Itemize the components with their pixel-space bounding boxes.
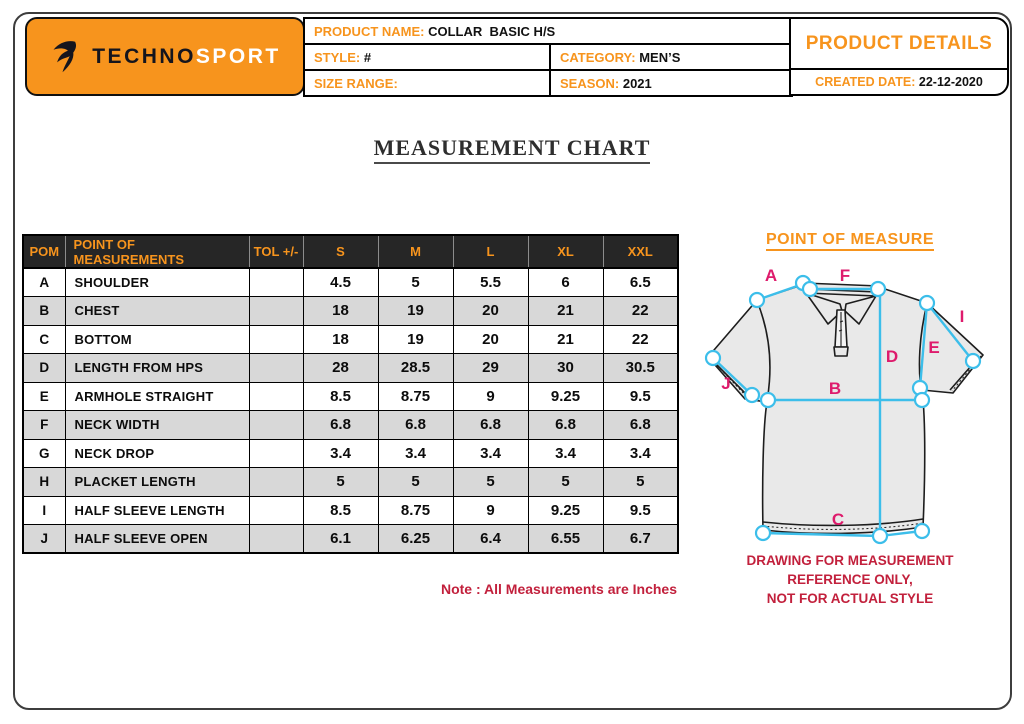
size-value-cell: 3.4	[453, 439, 528, 468]
brand-name	[92, 45, 281, 69]
size-value-cell: 6.8	[378, 411, 453, 440]
size-range-cell	[304, 70, 550, 96]
tolerance-cell	[249, 496, 303, 525]
size-value-cell: 9	[453, 382, 528, 411]
table-row	[23, 411, 678, 440]
point-of-measure-title	[700, 231, 1000, 249]
product-details-box	[789, 17, 1009, 96]
created-date-label: CREATED DATE:	[815, 75, 916, 89]
season-value: 2021	[619, 75, 652, 91]
table-header-row	[23, 235, 678, 268]
page-title	[0, 135, 1024, 161]
measurement-name-cell: LENGTH FROM HPS	[65, 354, 249, 383]
product-name-value: COLLAR BASIC H/S	[424, 23, 556, 39]
size-value-cell: 30.5	[603, 354, 678, 383]
season-cell	[550, 70, 792, 96]
measurement-name-cell: CHEST	[65, 297, 249, 326]
size-value-cell: 9.5	[603, 382, 678, 411]
created-date-value: 22-12-2020	[915, 75, 983, 89]
point-of-measure-title-text: POINT OF MEASURE	[766, 231, 934, 251]
size-value-cell: 8.75	[378, 382, 453, 411]
size-value-cell: 28.5	[378, 354, 453, 383]
table-row	[23, 297, 678, 326]
disclaimer-line-1: DRAWING FOR MEASUREMENT	[746, 553, 954, 568]
point-label-a: A	[764, 266, 778, 285]
size-value-cell: 20	[453, 325, 528, 354]
page-title-text: MEASUREMENT CHART	[374, 135, 651, 164]
column-header: S	[303, 235, 378, 268]
size-value-cell: 21	[528, 325, 603, 354]
tolerance-cell	[249, 354, 303, 383]
point-label-j: J	[721, 374, 731, 393]
brand-logo	[25, 17, 305, 96]
pom-letter-cell: B	[23, 297, 65, 326]
tolerance-cell	[249, 439, 303, 468]
column-header: M	[378, 235, 453, 268]
product-name-cell	[304, 18, 792, 44]
pom-letter-cell: A	[23, 268, 65, 297]
size-value-cell: 3.4	[528, 439, 603, 468]
table-row	[23, 354, 678, 383]
size-value-cell: 28	[303, 354, 378, 383]
pom-letter-cell: F	[23, 411, 65, 440]
size-value-cell: 5	[603, 468, 678, 497]
swoosh-bird-icon	[49, 39, 85, 75]
column-header: POINT OF MEASUREMENTS	[65, 235, 249, 268]
disclaimer-line-3: NOT FOR ACTUAL STYLE	[766, 591, 934, 607]
size-value-cell: 6.8	[603, 411, 678, 440]
size-value-cell: 8.75	[378, 496, 453, 525]
size-value-cell: 3.4	[378, 439, 453, 468]
size-value-cell: 6.4	[453, 525, 528, 554]
size-value-cell: 5	[378, 268, 453, 297]
measurement-note: Note : All Measurements are Inches	[440, 581, 677, 597]
column-header: XL	[528, 235, 603, 268]
table-row	[23, 496, 678, 525]
category-value: MEN’S	[635, 49, 681, 65]
measurement-name-cell: SHOULDER	[65, 268, 249, 297]
size-value-cell: 6.8	[303, 411, 378, 440]
category-cell	[550, 44, 792, 70]
column-header: XXL	[603, 235, 678, 268]
size-value-cell: 8.5	[303, 382, 378, 411]
created-date-row	[791, 70, 1007, 94]
table-row	[23, 468, 678, 497]
table-row	[23, 525, 678, 554]
size-value-cell: 9.25	[528, 496, 603, 525]
measurement-name-cell: PLACKET LENGTH	[65, 468, 249, 497]
size-value-cell: 3.4	[303, 439, 378, 468]
size-value-cell: 21	[528, 297, 603, 326]
size-value-cell: 22	[603, 297, 678, 326]
column-header: POM	[23, 235, 65, 268]
size-value-cell: 9.5	[603, 496, 678, 525]
point-label-b: B	[828, 379, 842, 398]
size-value-cell: 20	[453, 297, 528, 326]
size-value-cell: 6.1	[303, 525, 378, 554]
product-name-label: PRODUCT NAME:	[314, 23, 425, 39]
measurement-table	[22, 234, 679, 554]
size-value-cell: 6.5	[603, 268, 678, 297]
size-value-cell: 3.4	[603, 439, 678, 468]
tolerance-cell	[249, 325, 303, 354]
measurement-name-cell: NECK WIDTH	[65, 411, 249, 440]
size-value-cell: 5	[528, 468, 603, 497]
size-range-label: SIZE RANGE:	[314, 75, 398, 91]
point-label-e: E	[928, 338, 940, 357]
tolerance-cell	[249, 382, 303, 411]
size-value-cell: 5.5	[453, 268, 528, 297]
drawing-disclaimer	[700, 551, 1000, 608]
size-value-cell: 18	[303, 325, 378, 354]
pom-letter-cell: G	[23, 439, 65, 468]
style-label: STYLE:	[314, 49, 361, 65]
season-label: SEASON:	[560, 75, 620, 91]
table-row	[23, 382, 678, 411]
size-value-cell: 6.25	[378, 525, 453, 554]
tolerance-cell	[249, 268, 303, 297]
pom-letter-cell: H	[23, 468, 65, 497]
size-value-cell: 4.5	[303, 268, 378, 297]
size-value-cell: 9	[453, 496, 528, 525]
measurement-name-cell: HALF SLEEVE LENGTH	[65, 496, 249, 525]
brand-name-techno: TECHNO	[92, 44, 196, 68]
table-row	[23, 268, 678, 297]
table-row	[23, 439, 678, 468]
size-value-cell: 29	[453, 354, 528, 383]
pom-letter-cell: D	[23, 354, 65, 383]
header-info-table	[303, 17, 793, 97]
disclaimer-line-2: REFERENCE ONLY,	[787, 572, 913, 588]
polo-shirt-diagram	[695, 256, 995, 548]
size-value-cell: 22	[603, 325, 678, 354]
style-value: #	[360, 49, 372, 65]
size-value-cell: 8.5	[303, 496, 378, 525]
brand-name-sport: SPORT	[195, 44, 281, 68]
table-row	[23, 325, 678, 354]
column-header: L	[453, 235, 528, 268]
pom-letter-cell: I	[23, 496, 65, 525]
pom-letter-cell: C	[23, 325, 65, 354]
tolerance-cell	[249, 411, 303, 440]
size-value-cell: 6	[528, 268, 603, 297]
size-value-cell: 19	[378, 325, 453, 354]
size-value-cell: 6.7	[603, 525, 678, 554]
column-header: TOL +/-	[249, 235, 303, 268]
measurement-name-cell: BOTTOM	[65, 325, 249, 354]
size-value-cell: 6.8	[453, 411, 528, 440]
measurement-name-cell: ARMHOLE STRAIGHT	[65, 382, 249, 411]
measurement-name-cell: NECK DROP	[65, 439, 249, 468]
tolerance-cell	[249, 468, 303, 497]
size-value-cell: 6.55	[528, 525, 603, 554]
category-label: CATEGORY:	[560, 49, 636, 65]
point-label-f: F	[839, 266, 851, 285]
product-details-title: PRODUCT DETAILS	[791, 19, 1007, 70]
tolerance-cell	[249, 297, 303, 326]
point-label-i: I	[959, 307, 965, 326]
size-value-cell: 5	[453, 468, 528, 497]
pom-letter-cell: E	[23, 382, 65, 411]
size-value-cell: 5	[378, 468, 453, 497]
size-value-cell: 9.25	[528, 382, 603, 411]
tolerance-cell	[249, 525, 303, 554]
size-value-cell: 5	[303, 468, 378, 497]
size-value-cell: 19	[378, 297, 453, 326]
style-cell	[304, 44, 550, 70]
size-value-cell: 6.8	[528, 411, 603, 440]
point-label-c: C	[831, 510, 845, 529]
pom-letter-cell: J	[23, 525, 65, 554]
measurement-name-cell: HALF SLEEVE OPEN	[65, 525, 249, 554]
size-value-cell: 30	[528, 354, 603, 383]
size-value-cell: 18	[303, 297, 378, 326]
point-label-d: D	[885, 347, 899, 366]
